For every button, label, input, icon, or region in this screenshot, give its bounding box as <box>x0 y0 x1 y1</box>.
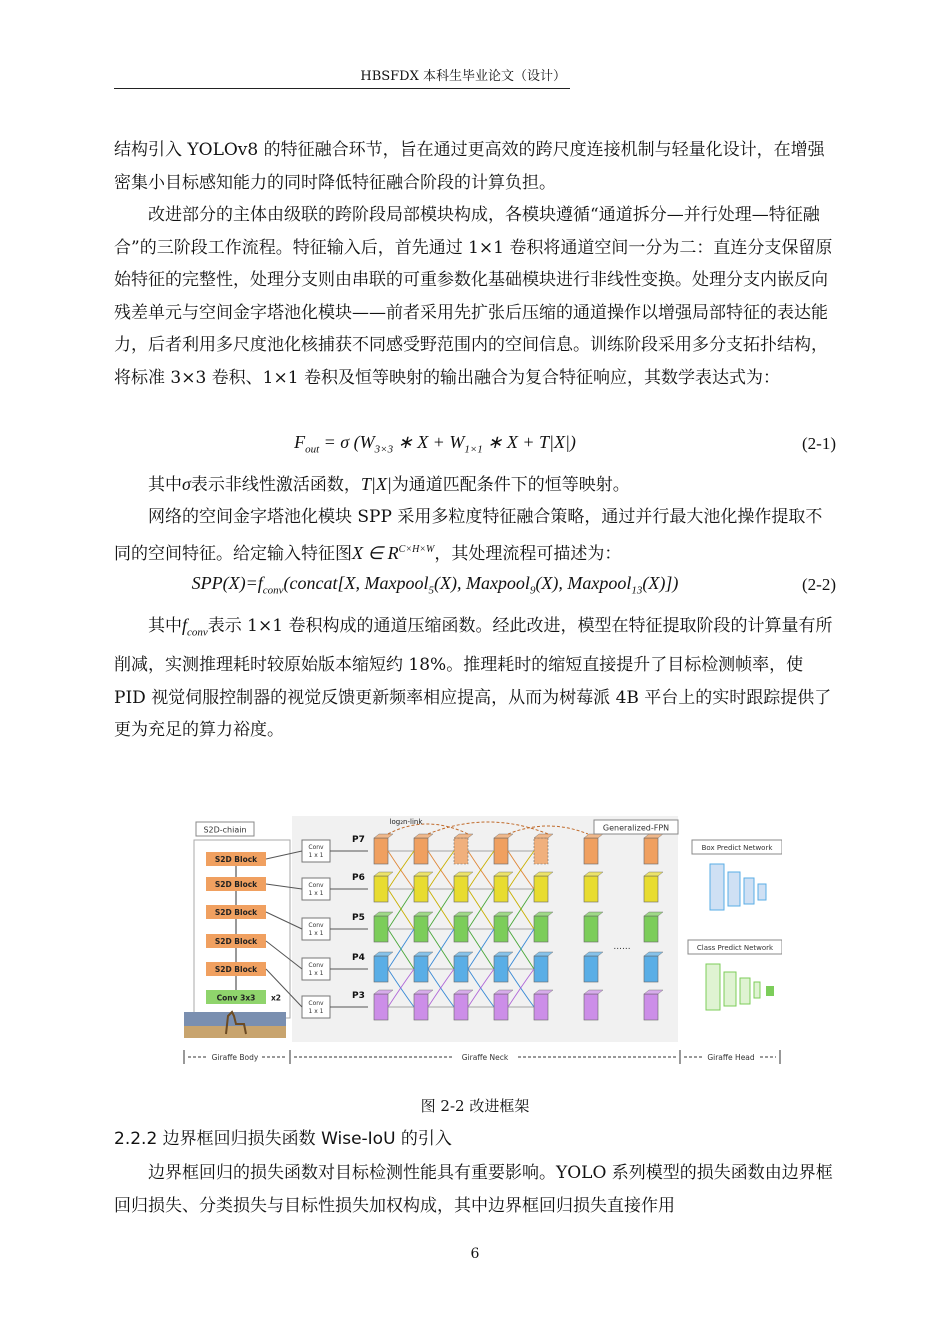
conv-1x1-size: 1 x 1 <box>308 970 324 977</box>
feature-map <box>454 994 468 1020</box>
feature-map <box>454 838 468 864</box>
feature-map <box>584 956 598 982</box>
page-number: 6 <box>470 1246 480 1262</box>
feature-map <box>374 916 388 942</box>
feature-map <box>414 956 428 982</box>
feature-map <box>454 916 468 942</box>
feature-map <box>494 994 508 1020</box>
running-header: HBSFDX 本科生毕业论文（设计） <box>114 66 570 89</box>
conv-1x1-size: 1 x 1 <box>308 852 324 859</box>
link-label: log₂n-link <box>389 818 423 826</box>
s2d-block-label: S2D Block <box>214 855 258 864</box>
conv-1x1-size: 1 x 1 <box>308 890 324 897</box>
paragraph-loss: 边界框回归的损失函数对目标检测性能具有重要影响。YOLO 系列模型的损失函数由边界框回归损失、分类损失与目标性损失加权构成，其中边界框回归损失直接作用 <box>114 1163 833 1216</box>
level-label: P7 <box>352 835 365 845</box>
ellipsis: ...... <box>613 942 631 952</box>
feature-map <box>414 876 428 902</box>
equation-2-1-body: $F_{out} = \sigma$ ($W_{3\times 3}$ ∗ $X + W_{1\times 1}$ ∗ X + T|X|) <box>294 432 576 456</box>
fpn-title: Generalized-FPN <box>602 823 670 833</box>
equation-2-2-number: (2-2) <box>802 575 836 594</box>
s2d-block-label: S2D Block <box>214 880 258 889</box>
feature-map <box>374 838 388 864</box>
feature-map <box>584 876 598 902</box>
conv-1x1-label: Conv <box>308 962 324 969</box>
level-label: P3 <box>352 991 365 1001</box>
feature-map <box>374 876 388 902</box>
feature-map <box>414 838 428 864</box>
feature-map <box>494 956 508 982</box>
conv-1x1-size: 1 x 1 <box>308 930 324 937</box>
feature-map <box>644 916 658 942</box>
framework-figure <box>182 812 782 1072</box>
s2d-block-label: S2D Block <box>214 908 258 917</box>
level-label: P5 <box>352 913 365 923</box>
conv-1x1-size: 1 x 1 <box>308 1008 324 1015</box>
feature-map <box>374 956 388 982</box>
equation-2-2-body: $SPP(X)=f_{conv}(concat[X$, Maxpool$_5$(X), Maxpool$_9$(X), Maxpool$_{13}$(X)]) <box>191 573 679 597</box>
s2d-block-label: S2D Block <box>214 965 258 974</box>
paragraph-intro: 结构引入 YOLOv8 的特征融合环节，旨在通过更高效的跨尺度连接机制与轻量化设计，在增强密集小目标感知能力的同时降低特征融合阶段的计算负担。 <box>114 140 825 193</box>
feature-map <box>534 956 548 982</box>
feature-map <box>454 876 468 902</box>
input-image-ground <box>184 1026 286 1038</box>
feature-map <box>644 994 658 1020</box>
conv-1x1-label: Conv <box>308 844 324 851</box>
conv-stem-mult: x2 <box>270 993 282 1003</box>
feature-map <box>414 994 428 1020</box>
feature-map <box>454 956 468 982</box>
feature-map <box>374 994 388 1020</box>
feature-map <box>584 916 598 942</box>
feature-map <box>584 994 598 1020</box>
feature-map <box>644 876 658 902</box>
paragraph-fconv: 其中$f_{conv}$表示 1×1 卷积构成的通道压缩函数。经此改进，模型在特征提取阶段的计算量有所削减，实测推理耗时较原始版本缩短约 18%。推理耗时的缩短直接提升了目标检测帧率，使 PID 视觉伺服控制器的视觉反馈更新频率相应提高，从而为树莓派 4B 平台上的实时跟踪提供了更为充足的算力裕度。 <box>114 615 833 741</box>
feature-map <box>644 838 658 864</box>
neck-label: Giraffe Neck <box>461 1053 509 1062</box>
chain-title: S2D-chiain <box>203 825 247 835</box>
s2d-block-label: S2D Block <box>214 937 258 946</box>
conv-stem-label: Conv 3x3 <box>216 993 256 1003</box>
body-label: Giraffe Body <box>211 1053 259 1062</box>
feature-map <box>644 956 658 982</box>
paragraph-module-description: 改进部分的主体由级联的跨阶段局部模块构成，各模块遵循“通道拆分—并行处理—特征融合”的三阶段工作流程。特征输入后，首先通过 1×1 卷积将通道空间一分为二：直连分支保留原始特征的完整性，处理分支则由串联的可重参数化基础模块进行非线性变换。处理分支内嵌反向残差单元与空间金字塔池化模块——前者采用先扩张后压缩的通道操作以增强局部特征的表达能力，后者利用多尺度池化核捕获不同感受野范围内的空间信息。训练阶段采用多分支拓扑结构，将标准 3×3 卷积、1×1 卷积及恒等映射的输出融合为复合特征响应，其数学表达式为： <box>114 205 833 388</box>
feature-map <box>534 916 548 942</box>
conv-1x1-label: Conv <box>308 882 324 889</box>
feature-map <box>414 916 428 942</box>
feature-map <box>584 838 598 864</box>
feature-map <box>494 838 508 864</box>
equation-2-1-number: (2-1) <box>802 434 836 453</box>
box-net-title: Box Predict Network <box>701 844 773 852</box>
figure-caption: 图 2-2 改进框架 <box>420 1097 530 1115</box>
feature-map <box>534 876 548 902</box>
conv-1x1-label: Conv <box>308 922 324 929</box>
equation-2-1 <box>114 430 836 464</box>
conv-1x1-label: Conv <box>308 1000 324 1007</box>
paragraph-sigma-note: 其中σ表示非线性激活函数，T|X|为通道匹配条件下的恒等映射。 <box>148 474 630 495</box>
paragraph-spp: 网络的空间金字塔池化模块 SPP 采用多粒度特征融合策略，通过并行最大池化操作提取不同的空间特征。给定输入特征图X ∈ $R^{C\times H\times W}$，其处理流程可描述为： <box>114 507 823 564</box>
feature-map <box>534 838 548 864</box>
feature-map <box>494 876 508 902</box>
class-net-title: Class Predict Network <box>696 944 774 952</box>
feature-map <box>534 994 548 1020</box>
level-label: P4 <box>352 953 365 963</box>
level-label: P6 <box>352 873 365 883</box>
section-heading: 2.2.2 边界框回归损失函数 Wise-IoU 的引入 <box>114 1129 452 1149</box>
feature-map <box>494 916 508 942</box>
equation-2-2 <box>114 571 836 605</box>
head-label: Giraffe Head <box>707 1053 755 1062</box>
